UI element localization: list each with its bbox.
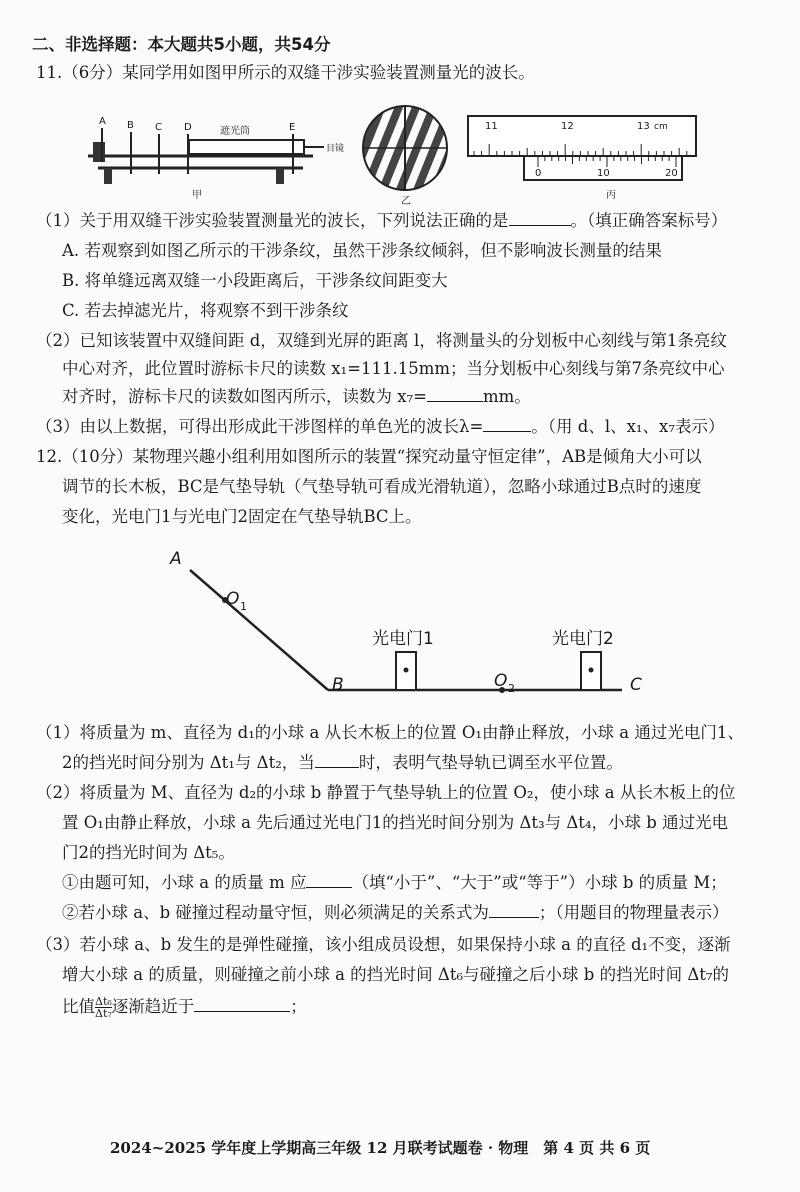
q12-part1-line1: （1）将质量为 m、直径为 d₁的小球 a 从长木板上的位置 O₁由静止释放，小球 a 通过光电门1、 — [36, 723, 744, 742]
q11-option-c: C. 若去掉滤光片，将观察不到干涉条纹 — [62, 301, 349, 320]
label-o1-sub: 1 — [240, 600, 247, 613]
fig-jia-label-d: D — [184, 122, 192, 133]
q12-part2-line1: （2）将质量为 M、直径为 d₂的小球 b 静置于气垫导轨上的位置 O₂，使小球 a 从长木板上的位 — [36, 783, 736, 802]
q11-part3: （3）由以上数据，可得出形成此干涉图样的单色光的波长λ= 。（用 d、l、x₁、x₇表示） — [36, 417, 725, 436]
q11-part2-line2: 中心对齐，此位置时游标卡尺的读数 x₁=111.15mm；当分划板中心刻线与第7条亮纹中心 — [62, 359, 725, 378]
page-footer: 2024~2025 学年度上学期高三年级 12 月联考试题卷 · 物理 第 4 页 共 6 页 — [110, 1139, 651, 1157]
fig-bing-main-11: 11 — [485, 121, 498, 132]
fig-bing-main-13: 13 — [637, 121, 650, 132]
q11-part2-line3: 对齐时，游标卡尺的读数如图丙所示，读数为 x₇= mm。 — [62, 387, 531, 406]
q11-option-b: B. 将单缝远离双缝一小段距离后，干涉条纹间距变大 — [62, 271, 448, 290]
q12-part2-sub2-answer-blank[interactable] — [489, 902, 539, 918]
fig-bing — [466, 112, 698, 202]
fig-bing-main-unit: cm — [654, 122, 668, 132]
fig-q12-apparatus — [160, 540, 660, 720]
ratio-fraction: $\frac{\text{Δt₆}}{\text{Δt₇}}$ — [95, 995, 112, 1020]
q12-part2-sub1-answer-blank[interactable] — [306, 872, 352, 888]
label-gate1: 光电门1 — [372, 629, 434, 649]
q11-part2-line1: （2）已知该装置中双缝间距 d，双缝到光屏的距离 l，将测量头的分划板中心刻线与第1条亮纹 — [36, 331, 727, 350]
fig-bing-caption: 丙 — [606, 190, 616, 201]
fig-yi-caption: 乙 — [401, 196, 411, 207]
fig-bing-main-12: 12 — [561, 121, 574, 132]
fig-jia-label-b: B — [127, 120, 134, 131]
fig-jia-label-c: C — [155, 122, 162, 133]
q12-stem-line1: 12.（10分）某物理兴趣小组利用如图所示的装置“探究动量守恒定律”，AB是倾角大小可以 — [36, 447, 702, 466]
q12-part2-sub2: ②若小球 a、b 碰撞过程动量守恒，则必须满足的关系式为 ；（用题目的物理量表示） — [62, 903, 729, 922]
label-o1: O — [226, 589, 240, 609]
q12-part2-line3: 门2的挡光时间为 Δt₅。 — [62, 843, 235, 862]
q12-stem-line3: 变化，光电门1与光电门2固定在气垫导轨BC上。 — [62, 507, 422, 526]
label-o2-sub: 2 — [508, 682, 515, 695]
incline-ab — [190, 570, 328, 690]
q11-part3-answer-blank[interactable] — [483, 416, 531, 432]
fig-bing-vernier-0: 0 — [535, 168, 542, 179]
label-o2: O — [494, 671, 508, 691]
q12-part1-line2: 2的挡光时间分别为 Δt₁与 Δt₂，当 时，表明气垫导轨已调至水平位置。 — [62, 753, 623, 772]
fig-jia-caption: 甲 — [192, 190, 202, 201]
q12-part1-answer-blank[interactable] — [315, 752, 359, 768]
label-gate2: 光电门2 — [552, 629, 614, 649]
fig-jia-label-e: E — [289, 122, 296, 133]
q12-stem-line2: 调节的长木板，BC是气垫导轨（气垫导轨可看成光滑轨道），忽略小球通过B点时的速度 — [62, 477, 702, 496]
q12-part3-line3: 比值 $\frac{\text{Δt₆}}{\text{Δt₇}}$ 逐渐趋近于 ； — [62, 995, 307, 1020]
q11-option-a: A. 若观察到如图乙所示的干涉条纹，虽然干涉条纹倾斜，但不影响波长测量的结果 — [62, 241, 662, 260]
fig-jia-label-tube: 遮光筒 — [220, 126, 250, 137]
section-title: 二、非选择题：本大题共5小题，共54分 — [32, 35, 331, 54]
q11-part1: （1）关于用双缝干涉实验装置测量光的波长，下列说法正确的是 。（填正确答案标号） — [36, 211, 728, 230]
fig-jia-label-eyepiece: 目镜 — [326, 144, 345, 154]
q12-part3-line2: 增大小球 a 的质量，则碰撞之前小球 a 的挡光时间 Δt₆与碰撞之后小球 b 的挡光时间 Δt₇的 — [62, 965, 730, 984]
fig-jia — [88, 112, 345, 202]
q11-stem: 11.（6分）某同学用如图甲所示的双缝干涉实验装置测量光的波长。 — [36, 63, 535, 82]
label-a: A — [170, 549, 182, 569]
q12-part2-line2: 置 O₁由静止释放，小球 a 先后通过光电门1的挡光时间分别为 Δt₃与 Δt₄，小球 b 通过光电 — [62, 813, 729, 832]
fig-bing-vernier-10: 10 — [597, 168, 610, 179]
fig-yi — [350, 100, 460, 210]
q11-part2-answer-blank[interactable] — [427, 386, 483, 402]
fig-jia-label-a: A — [99, 116, 106, 127]
label-c: C — [630, 675, 642, 695]
fig-bing-vernier-20: 20 — [665, 168, 678, 179]
q12-part3-line1: （3）若小球 a、b 发生的是弹性碰撞，该小组成员设想，如果保持小球 a 的直径 d₁不变，逐渐 — [36, 935, 731, 954]
q12-part3-answer-blank[interactable] — [194, 996, 290, 1012]
q12-part2-sub1: ①由题可知，小球 a 的质量 m 应 （填“小于”、“大于”或“等于”）小球 b 的质量 M； — [62, 873, 727, 892]
label-b: B — [332, 675, 344, 695]
q11-part1-answer-blank[interactable] — [509, 210, 571, 226]
